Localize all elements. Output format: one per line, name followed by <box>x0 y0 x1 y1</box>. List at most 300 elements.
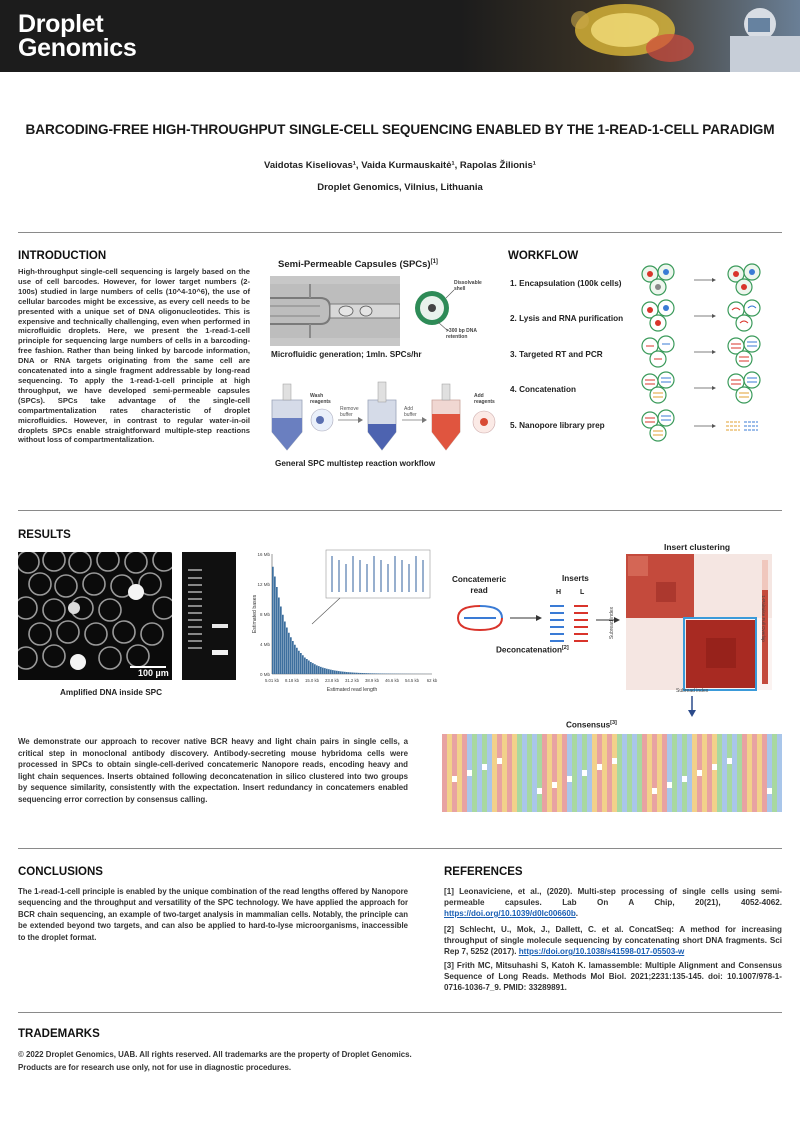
histogram-bar <box>274 577 276 675</box>
alignment-cell <box>707 794 712 800</box>
alignment-cell <box>777 758 782 764</box>
shell-label <box>454 280 482 292</box>
alignment-cell <box>547 782 552 788</box>
alignment-cell <box>497 788 502 794</box>
alignment-cell <box>442 770 447 776</box>
alignment-cell <box>467 776 472 782</box>
alignment-cell <box>742 734 747 740</box>
retention-label <box>446 328 477 340</box>
gel-svg <box>182 552 236 680</box>
alignment-cell <box>517 794 522 800</box>
histogram-bar <box>278 598 280 675</box>
alignment-cell <box>457 806 462 812</box>
deconcatenation-ref: [2] <box>561 645 569 651</box>
alignment-cell <box>702 788 707 794</box>
alignment-cell <box>547 740 552 746</box>
alignment-cell <box>542 800 547 806</box>
alignment-cell <box>592 734 597 740</box>
alignment-cell <box>697 734 702 740</box>
alignment-cell <box>537 734 542 740</box>
alignment-cell <box>692 770 697 776</box>
alignment-cell <box>677 776 682 782</box>
alignment-cell <box>512 806 517 812</box>
alignment-cell <box>622 800 627 806</box>
concatemer-diagram <box>450 600 620 650</box>
histogram-bar <box>304 658 306 675</box>
alignment-cell <box>757 806 762 812</box>
alignment-cell <box>717 794 722 800</box>
alignment-cell <box>662 734 667 740</box>
alignment-cell <box>452 794 457 800</box>
alignment-cell <box>677 782 682 788</box>
alignment-cell <box>507 758 512 764</box>
heatmap-ylabel: Subread index <box>609 606 616 640</box>
alignment-cell <box>622 770 627 776</box>
alignment-cell <box>572 752 577 758</box>
alignment-cell <box>732 770 737 776</box>
alignment-cell <box>547 776 552 782</box>
alignment-cell <box>612 782 617 788</box>
alignment-cell <box>502 764 507 770</box>
insert-clustering-title: Insert clustering <box>664 542 731 552</box>
alignment-cell <box>452 764 457 770</box>
alignment-cell <box>757 746 762 752</box>
histogram-bar <box>350 672 352 674</box>
alignment-cell <box>567 806 572 812</box>
alignment-cell <box>522 746 527 752</box>
alignment-cell <box>452 782 457 788</box>
alignment-cell <box>712 734 717 740</box>
alignment-cell <box>532 752 537 758</box>
inserts-label: Inserts <box>562 574 589 583</box>
alignment-cell <box>462 782 467 788</box>
alignment-cell <box>502 770 507 776</box>
alignment-cell <box>672 800 677 806</box>
alignment-cell <box>452 800 457 806</box>
alignment-cell <box>547 788 552 794</box>
alignment-cell <box>577 806 582 812</box>
alignment-cell <box>612 776 617 782</box>
alignment-cell <box>697 752 702 758</box>
alignment-cell <box>492 782 497 788</box>
alignment-cell <box>777 800 782 806</box>
alignment-cell <box>527 800 532 806</box>
alignment-cell <box>462 758 467 764</box>
alignment-cell <box>512 734 517 740</box>
alignment-cell <box>712 788 717 794</box>
alignment-cell <box>592 740 597 746</box>
alignment-cell <box>597 770 602 776</box>
alignment-cell <box>722 800 727 806</box>
alignment-cell <box>747 740 752 746</box>
alignment-cell <box>772 740 777 746</box>
alignment-cell <box>747 752 752 758</box>
alignment-cell <box>452 746 457 752</box>
alignment-cell <box>757 758 762 764</box>
histogram-bar <box>302 655 304 674</box>
alignment-cell <box>507 776 512 782</box>
alignment-cell <box>677 752 682 758</box>
alignment-cell <box>477 746 482 752</box>
alignment-cell <box>507 782 512 788</box>
alignment-cell <box>707 740 712 746</box>
alignment-cell <box>762 740 767 746</box>
alignment-cell <box>482 734 487 740</box>
alignment-cell <box>587 746 592 752</box>
alignment-cell <box>677 758 682 764</box>
alignment-cell <box>577 800 582 806</box>
alignment-cell <box>627 776 632 782</box>
histogram-x-tick: 54.5 kb <box>404 678 420 683</box>
alignment-cell <box>757 800 762 806</box>
alignment-cell <box>472 782 477 788</box>
alignment-cell <box>627 788 632 794</box>
workflow-heading: WORKFLOW <box>508 250 579 262</box>
alignment-cell <box>572 800 577 806</box>
alignment-cell <box>477 788 482 794</box>
alignment-cell <box>697 746 702 752</box>
alignment-cell <box>732 746 737 752</box>
alignment-cell <box>542 740 547 746</box>
alignment-cell <box>477 794 482 800</box>
alignment-cell <box>767 788 772 794</box>
alignment-cell <box>657 770 662 776</box>
alignment-cell <box>507 734 512 740</box>
alignment-cell <box>702 752 707 758</box>
alignment-cell <box>607 740 612 746</box>
alignment-cell <box>522 752 527 758</box>
alignment-cell <box>502 752 507 758</box>
alignment-cell <box>607 794 612 800</box>
alignment-cell <box>637 776 642 782</box>
alignment-cell <box>612 740 617 746</box>
alignment-cell <box>657 734 662 740</box>
alignment-cell <box>637 734 642 740</box>
alignment-cell <box>762 746 767 752</box>
alignment-cell <box>697 794 702 800</box>
read-length-histogram <box>250 546 440 694</box>
add-reagents-1: Add <box>474 393 484 399</box>
alignment-cell <box>602 758 607 764</box>
workflow-row-5 <box>642 410 758 441</box>
trademarks-heading: TRADEMARKS <box>18 1028 100 1040</box>
alignment-cell <box>467 806 472 812</box>
alignment-cell <box>707 734 712 740</box>
alignment-cell <box>562 752 567 758</box>
alignment-cell <box>447 800 452 806</box>
alignment-cell <box>687 794 692 800</box>
alignment-cell <box>637 770 642 776</box>
alignment-cell <box>612 788 617 794</box>
alignment-cell <box>692 788 697 794</box>
alignment-cell <box>587 788 592 794</box>
alignment-cell <box>502 800 507 806</box>
alignment-cell <box>732 740 737 746</box>
alignment-cell <box>527 746 532 752</box>
alignment-cell <box>712 800 717 806</box>
alignment-cell <box>517 764 522 770</box>
alignment-cell <box>707 746 712 752</box>
alignment-cell <box>777 782 782 788</box>
alignment-cell <box>582 776 587 782</box>
alignment-cell <box>542 764 547 770</box>
alignment-cell <box>597 752 602 758</box>
alignment-cell <box>772 752 777 758</box>
alignment-cell <box>752 752 757 758</box>
alignment-cell <box>687 782 692 788</box>
alignment-cell <box>472 788 477 794</box>
alignment-cell <box>762 764 767 770</box>
alignment-cell <box>647 770 652 776</box>
alignment-cell <box>767 758 772 764</box>
alignment-cell <box>632 782 637 788</box>
alignment-cell <box>692 734 697 740</box>
alignment-cell <box>457 758 462 764</box>
alignment-cell <box>442 746 447 752</box>
alignment-cell <box>772 782 777 788</box>
header-photo <box>460 0 800 72</box>
alignment-cell <box>722 758 727 764</box>
alignment-cell <box>747 800 752 806</box>
alignment-cell <box>497 776 502 782</box>
alignment-cell <box>687 806 692 812</box>
alignment-cell <box>647 782 652 788</box>
alignment-cell <box>737 752 742 758</box>
alignment-cell <box>532 788 537 794</box>
alignment-cell <box>572 764 577 770</box>
workflow-step-4: 4. Concatenation <box>510 385 576 394</box>
alignment-cell <box>752 740 757 746</box>
alignment-cell <box>462 800 467 806</box>
alignment-cell <box>577 734 582 740</box>
alignment-cell <box>712 752 717 758</box>
heatmap-colorbar-label: 1-Pairwise Full Overlap <box>760 595 766 642</box>
alignment-cell <box>737 776 742 782</box>
alignment-cell <box>642 776 647 782</box>
introduction-text: High-throughput single-cell sequencing is largely based on the use of cell barcodes. However, for lower target numbers (2-100s) studied in large numbers of cells (10^4-10^6), the use of cellular barcodes might be excessive, as every cell needs to be presented with a unique set of DNA oligonucleotides. This is expensive and technically challenging, even when performed in microfluidic droplets. Here, we present the 1-read-1-cell principle for sequencing large numbers of cells in a barcoding-free fashion. Rather than being linked by barcode information, DNA or RNA targets originating from the same cell are concatenated into a single fragment addressable by long-read sequencing. To apply the 1-read-1-cell principle at high throughput, we have developed semi-permeable capsules (SPCs). SPCs take advantage of the single-cell compartmentalization rates characteristic of droplet microfluidics. However, in contrast to regular water-in-oil droplets SPCs enable straightforward multiple-step reactions without loss of compartmentalization. <box>18 267 250 445</box>
alignment-cell <box>617 764 622 770</box>
alignment-cell <box>652 758 657 764</box>
alignment-cell <box>527 734 532 740</box>
alignment-cell <box>727 734 732 740</box>
alignment-cell <box>622 806 627 812</box>
histogram-x-tick: 5.01 kb <box>264 678 280 683</box>
alignment-cell <box>582 758 587 764</box>
alignment-cell <box>512 776 517 782</box>
alignment-cell <box>527 764 532 770</box>
alignment-cell <box>702 782 707 788</box>
alignment-cell <box>682 770 687 776</box>
alignment-cell <box>442 794 447 800</box>
alignment-cell <box>687 740 692 746</box>
histogram-bar <box>300 653 302 674</box>
alignment-cell <box>557 806 562 812</box>
histogram-bar <box>286 628 288 675</box>
alignment-cell <box>482 788 487 794</box>
alignment-cell <box>542 794 547 800</box>
alignment-cell <box>482 752 487 758</box>
alignment-cell <box>672 806 677 812</box>
alignment-cell <box>632 734 637 740</box>
alignment-cell <box>597 776 602 782</box>
alignment-cell <box>717 764 722 770</box>
alignment-cell <box>612 806 617 812</box>
alignment-cell <box>467 752 472 758</box>
alignment-cell <box>582 770 587 776</box>
header-banner <box>0 0 800 72</box>
alignment-cell <box>722 764 727 770</box>
alignment-cell <box>587 782 592 788</box>
alignment-cell <box>542 776 547 782</box>
alignment-cell <box>467 740 472 746</box>
alignment-cell <box>447 770 452 776</box>
alignment-cell <box>522 764 527 770</box>
consensus-alignment <box>442 734 782 812</box>
alignment-cell <box>682 800 687 806</box>
alignment-cell <box>597 782 602 788</box>
alignment-cell <box>742 758 747 764</box>
alignment-cell <box>517 740 522 746</box>
histogram-bar <box>290 637 292 674</box>
histogram-bar <box>378 673 380 674</box>
alignment-cell <box>557 788 562 794</box>
alignment-cell <box>707 776 712 782</box>
alignment-cell <box>672 740 677 746</box>
alignment-cell <box>492 770 497 776</box>
histogram-bar <box>294 645 296 674</box>
alignment-cell <box>717 746 722 752</box>
alignment-cell <box>587 734 592 740</box>
alignment-cell <box>522 758 527 764</box>
alignment-cell <box>507 788 512 794</box>
alignment-cell <box>682 764 687 770</box>
divider <box>18 510 782 511</box>
workflow-row-3 <box>642 336 760 367</box>
scale-bar-label: 100 µm <box>138 668 169 678</box>
histogram-bar <box>332 670 334 674</box>
workflow-step-5: 5. Nanopore library prep <box>510 421 605 430</box>
alignment-cell <box>757 764 762 770</box>
histogram-bar <box>338 671 340 674</box>
alignment-cell <box>667 734 672 740</box>
alignment-cell <box>712 746 717 752</box>
alignment-cell <box>757 770 762 776</box>
alignment-cell <box>607 800 612 806</box>
alignment-cell <box>617 782 622 788</box>
alignment-cell <box>507 770 512 776</box>
alignment-cell <box>452 770 457 776</box>
alignment-cell <box>562 782 567 788</box>
alignment-cell <box>532 770 537 776</box>
alignment-cell <box>767 764 772 770</box>
reference-3-text: [3] Frith MC, Mitsuhashi S, Katoh K. lamassemble: Multiple Alignment and Consensus Sequence of Long Reads. Methods Mol Biol. 2021;2231:135-145. doi: 10.1007/978-1-0716-1036-7_9. PMID: 33289891. <box>444 961 782 992</box>
spc-microscopy-svg <box>18 552 172 680</box>
alignment-cell <box>672 782 677 788</box>
alignment-cell <box>517 782 522 788</box>
divider <box>18 848 782 849</box>
alignment-cell <box>617 740 622 746</box>
alignment-cell <box>507 752 512 758</box>
alignment-cell <box>587 794 592 800</box>
alignment-cell <box>567 752 572 758</box>
alignment-cell <box>602 788 607 794</box>
alignment-cell <box>642 806 647 812</box>
alignment-cell <box>692 782 697 788</box>
alignment-cell <box>732 764 737 770</box>
remove-buffer-label <box>340 406 359 418</box>
alignment-cell <box>622 782 627 788</box>
alignment-cell <box>657 776 662 782</box>
alignment-cell <box>722 770 727 776</box>
alignment-cell <box>452 776 457 782</box>
alignment-cell <box>672 776 677 782</box>
workflow-row-1 <box>642 264 760 295</box>
alignment-cell <box>757 776 762 782</box>
alignment-cell <box>472 770 477 776</box>
alignment-cell <box>652 746 657 752</box>
alignment-cell <box>572 758 577 764</box>
alignment-cell <box>747 746 752 752</box>
alignment-cell <box>562 794 567 800</box>
alignment-cell <box>517 770 522 776</box>
alignment-cell <box>677 788 682 794</box>
spc-multistep-workflow-diagram <box>268 378 504 454</box>
alignment-cell <box>582 734 587 740</box>
alignment-cell <box>572 746 577 752</box>
trademarks-line-2: Products are for research use only, not for use in diagnostic procedures. <box>18 1063 292 1072</box>
alignment-cell <box>562 746 567 752</box>
alignment-cell <box>602 734 607 740</box>
alignment-cell <box>617 758 622 764</box>
alignment-cell <box>477 776 482 782</box>
alignment-cell <box>637 800 642 806</box>
reference-2-link[interactable]: https://doi.org/10.1038/s41598-017-05503-w <box>518 947 685 956</box>
histogram-bar <box>284 622 286 675</box>
workflow-illustration <box>636 262 786 442</box>
alignment-cell <box>737 734 742 740</box>
alignment-cell <box>582 800 587 806</box>
alignment-cell <box>462 770 467 776</box>
alignment-cell <box>667 776 672 782</box>
alignment-cell <box>572 794 577 800</box>
alignment-cell <box>742 800 747 806</box>
histogram-bar <box>334 670 336 674</box>
alignment-cell <box>542 752 547 758</box>
alignment-cell <box>547 806 552 812</box>
alignment-cell <box>777 752 782 758</box>
alignment-cell <box>542 746 547 752</box>
alignment-cell <box>632 758 637 764</box>
alignment-cell <box>552 776 557 782</box>
alignment-cell <box>577 782 582 788</box>
alignment-cell <box>492 752 497 758</box>
histogram-bar <box>276 587 278 674</box>
alignment-cell <box>737 806 742 812</box>
alignment-cell <box>672 770 677 776</box>
reference-1-link[interactable]: https://doi.org/10.1039/d0lc00660b <box>444 909 576 918</box>
alignment-cell <box>627 740 632 746</box>
alignment-cell <box>447 794 452 800</box>
alignment-cell <box>742 764 747 770</box>
alignment-cell <box>472 794 477 800</box>
alignment-cell <box>612 746 617 752</box>
alignment-cell <box>557 734 562 740</box>
histogram-bar <box>306 659 308 674</box>
alignment-cell <box>597 746 602 752</box>
alignment-cell <box>552 800 557 806</box>
alignment-cell <box>747 794 752 800</box>
alignment-cell <box>472 776 477 782</box>
